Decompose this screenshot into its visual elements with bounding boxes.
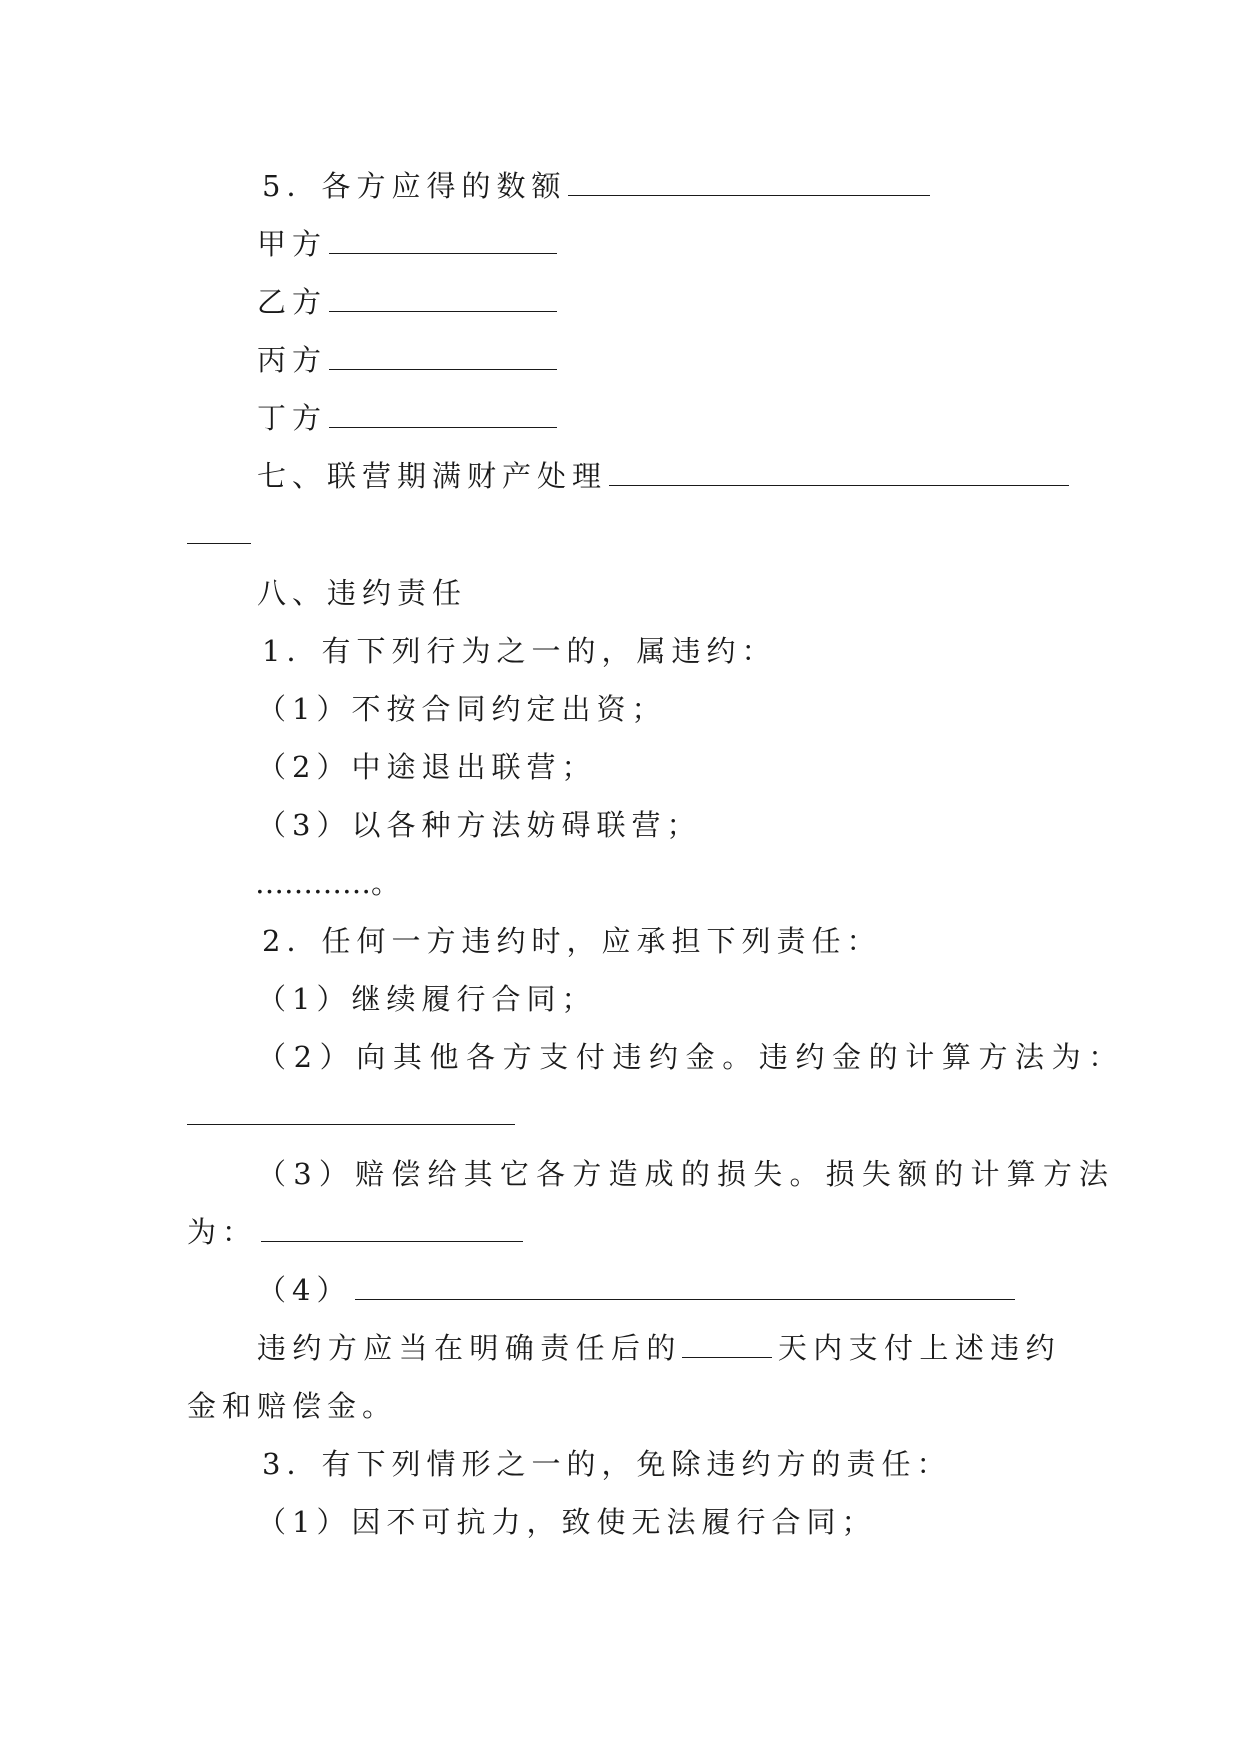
blank-loss-method[interactable] bbox=[261, 1215, 523, 1242]
blank-amount[interactable] bbox=[568, 169, 930, 196]
blank-item-4[interactable] bbox=[355, 1273, 1015, 1300]
line-party-bing: 丙方 bbox=[257, 342, 557, 382]
blank-party-jia[interactable] bbox=[329, 227, 557, 254]
blank-section-seven-cont[interactable] bbox=[187, 517, 251, 544]
clause-2-item-3-cont: 为： bbox=[187, 1214, 523, 1254]
blank-party-ding[interactable] bbox=[329, 401, 557, 428]
blank-days[interactable] bbox=[682, 1331, 772, 1358]
ellipsis-line: …………。 bbox=[255, 866, 401, 900]
clause-1-item-3: （3）以各种方法妨碍联营； bbox=[257, 808, 702, 842]
blank-section-seven[interactable] bbox=[609, 459, 1069, 486]
clause-2-item-1: （1）继续履行合同； bbox=[257, 982, 597, 1016]
line-section-seven-cont bbox=[187, 516, 251, 556]
clause-1-item-2: （2）中途退出联营； bbox=[257, 750, 597, 784]
blank-party-yi[interactable] bbox=[329, 285, 557, 312]
clause-3-item-1: （1）因不可抗力，致使无法履行合同； bbox=[257, 1505, 877, 1539]
line-party-yi: 乙方 bbox=[257, 284, 557, 324]
clause-1-heading: 1．有下列行为之一的，属违约： bbox=[262, 634, 777, 668]
clause-1-item-1: （1）不按合同约定出资； bbox=[257, 692, 667, 726]
line-section-seven: 七、联营期满财产处理 bbox=[257, 458, 1069, 498]
payment-line: 违约方应当在明确责任后的 天内支付上述违约 bbox=[257, 1331, 1062, 1365]
section-eight-heading: 八、违约责任 bbox=[257, 576, 468, 610]
blank-party-bing[interactable] bbox=[329, 343, 557, 370]
clause-2-item-2: （2）向其他各方支付违约金。违约金的计算方法为： bbox=[257, 1040, 1125, 1074]
line-party-ding: 丁方 bbox=[257, 400, 557, 440]
payment-line-cont: 金和赔偿金。 bbox=[187, 1389, 398, 1423]
blank-line-item-2 bbox=[187, 1097, 515, 1137]
clause-2-heading: 2．任何一方违约时，应承担下列责任： bbox=[262, 924, 882, 958]
line-party-jia: 甲方 bbox=[257, 226, 557, 266]
blank-penalty-method[interactable] bbox=[187, 1098, 515, 1125]
clause-2-item-3: （3）赔偿给其它各方造成的损失。损失额的计算方法 bbox=[257, 1157, 1116, 1191]
clause-3-heading: 3．有下列情形之一的，免除违约方的责任： bbox=[262, 1447, 952, 1481]
clause-2-item-4: （4） bbox=[257, 1272, 1015, 1312]
line-amount-heading: 5．各方应得的数额 bbox=[262, 168, 930, 208]
